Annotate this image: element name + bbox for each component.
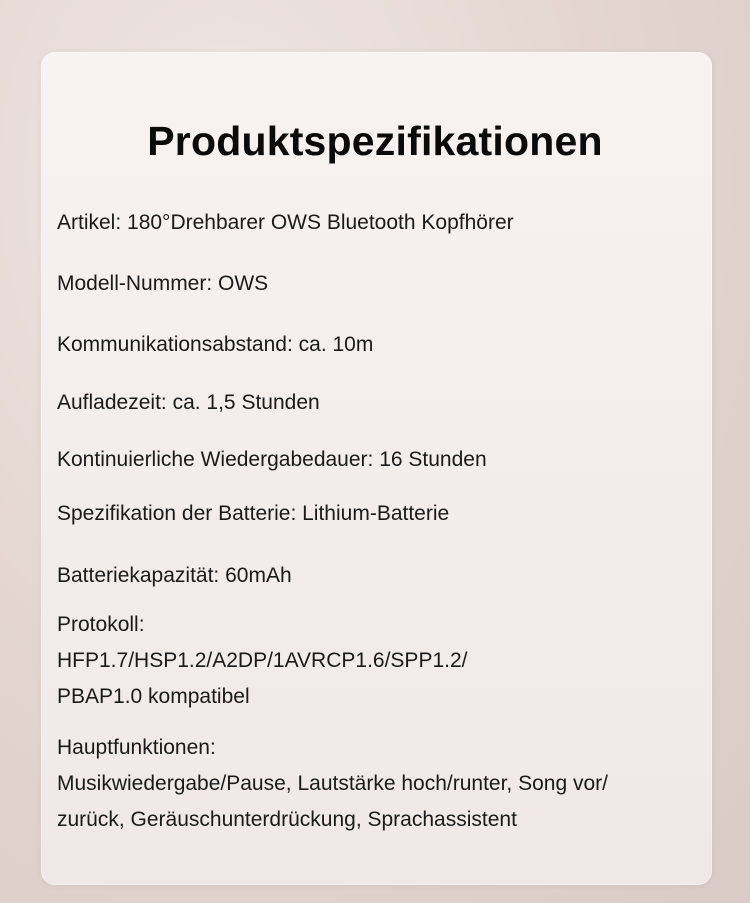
- spec-wiedergabe: Kontinuierliche Wiedergabedauer: 16 Stunden: [57, 448, 487, 471]
- protokoll-label: Protokoll:: [57, 613, 145, 636]
- spec-batterie: Spezifikation der Batterie: Lithium-Batterie: [57, 502, 450, 525]
- hauptfunktionen-line-2: zurück, Geräuschunterdrückung, Sprachassistent: [57, 808, 517, 831]
- page-title: Produktspezifikationen: [147, 118, 603, 164]
- protokoll-line-1: HFP1.7/HSP1.2/A2DP/1AVRCP1.6/SPP1.2/: [57, 649, 468, 672]
- spec-aufladezeit: Aufladezeit: ca. 1,5 Stunden: [57, 391, 320, 414]
- spec-artikel: Artikel: 180°Drehbarer OWS Bluetooth Kopfhörer: [57, 211, 514, 234]
- spec-abstand: Kommunikationsabstand: ca. 10m: [57, 333, 374, 356]
- hauptfunktionen-line-1: Musikwiedergabe/Pause, Lautstärke hoch/runter, Song vor/: [57, 772, 608, 795]
- spec-modell: Modell-Nummer: OWS: [57, 272, 269, 295]
- hauptfunktionen-label: Hauptfunktionen:: [57, 736, 216, 759]
- protokoll-line-2: PBAP1.0 kompatibel: [57, 685, 250, 708]
- spec-kapazitaet: Batteriekapazität: 60mAh: [57, 564, 292, 587]
- spec-hauptfunktionen: [57, 730, 608, 838]
- spec-protokoll: [57, 607, 467, 715]
